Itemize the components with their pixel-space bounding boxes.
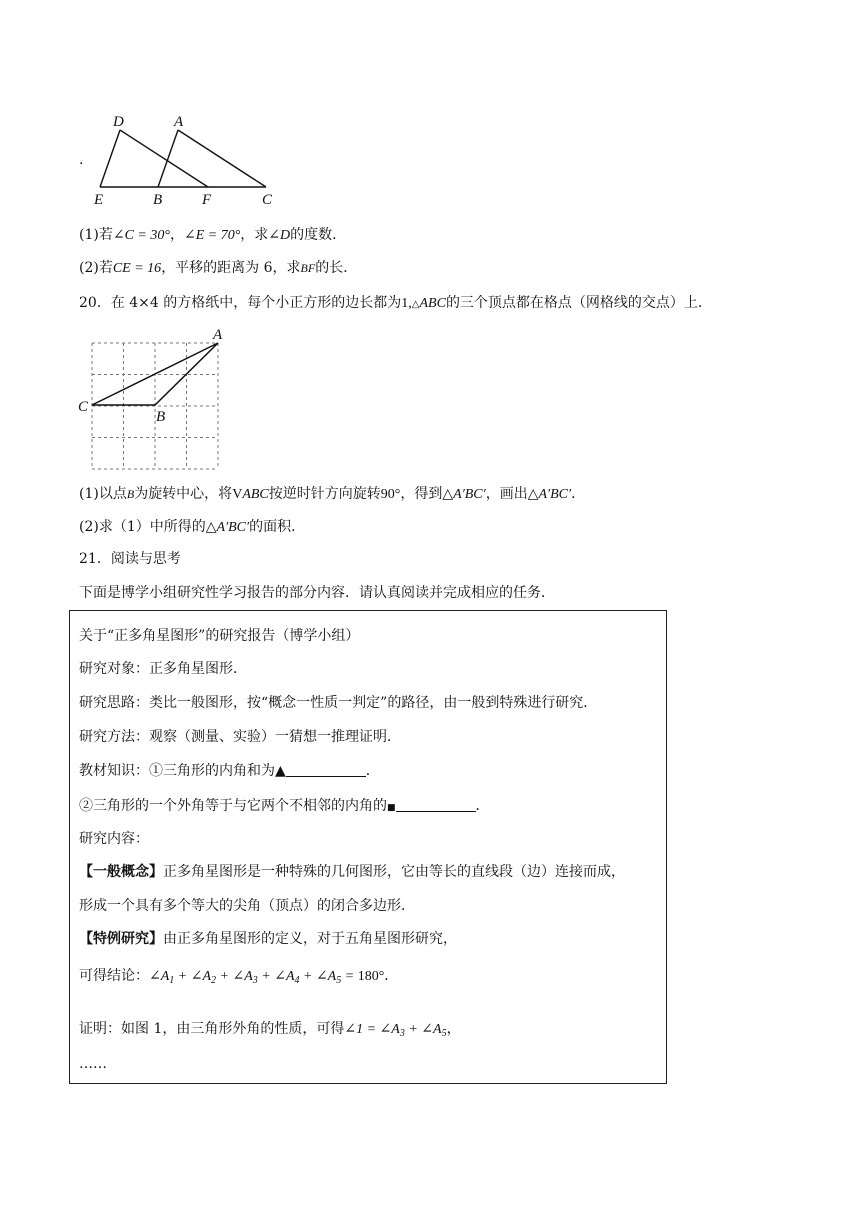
triangle-mark-icon: ▲ — [275, 763, 286, 779]
answer-blank-1[interactable] — [286, 762, 366, 777]
square-mark-icon: ■ — [387, 803, 396, 813]
q21-title: 21．阅读与思考 — [79, 551, 181, 567]
report-proof: 证明：如图 1，由三角形外角的性质，可得∠1 = $\angle A_3$ + $\angle A_5$， — [79, 1021, 461, 1039]
q19-part1: (1)若∠C = 30°，∠E = 70°，求∠D的度数． — [79, 227, 347, 243]
q21-intro: 下面是博学小组研究性学习报告的部分内容．请认真阅读并完成相应的任务． — [79, 585, 555, 601]
q19-translation-figure — [90, 110, 290, 210]
segment-de — [100, 130, 120, 187]
report-ellipsis: …… — [79, 1056, 107, 1072]
q20-part1: (1)以点B为旋转中心，将VABC按逆时针方向旋转90°，得到△A′BC′，画出△A′BC′． — [79, 486, 586, 502]
report-approach: 研究思路：类比一般图形，按“概念一性质一判定”的路径，由一般到特殊进行研究． — [79, 695, 598, 711]
report-knowledge-2: ②三角形的一个外角等于与它两个不相邻的内角的■ ． — [79, 798, 490, 814]
proof-equation: ∠1 = $\angle A_3$ + $\angle A_5$ — [344, 1022, 447, 1039]
report-object: 研究对象：正多角星图形． — [79, 661, 247, 677]
label-e: E — [94, 192, 104, 208]
segment-ac — [178, 130, 266, 187]
label-f: F — [202, 192, 212, 208]
report-general-2: 形成一个具有多个等大的尖角（顶点）的闭合多边形． — [79, 898, 415, 914]
q20-part2: (2)求（1）中所得的△A′BC′的面积． — [79, 519, 306, 535]
grid-label-b: B — [156, 409, 166, 425]
grid-label-a: A — [213, 327, 223, 343]
segment-df — [120, 130, 208, 187]
report-general-1: 【一般概念】正多角星图形是一种特殊的几何图形，它由等长的直线段（边）连接而成， — [79, 864, 625, 880]
report-method: 研究方法：观察（测量、实验）一猜想一推理证明． — [79, 729, 401, 745]
research-report-box — [69, 610, 667, 1084]
conclusion-equation: $\angle A_1$ + $\angle A_2$ + $\angle A_3$ + $\angle A_4$ + $\angle A_5$ = — [149, 969, 358, 986]
report-content-label: 研究内容： — [79, 831, 149, 847]
q19-figure-dot: . — [79, 152, 84, 168]
q20-stem: 20．在 4×4 的方格纸中，每个小正方形的边长都为1,△ABC的三个顶点都在格点（网格线的交点）上． — [79, 295, 712, 311]
report-heading: 关于“正多角星图形”的研究报告（博学小组） — [79, 628, 360, 644]
report-conclusion: 可得结论：$\angle A_1$ + $\angle A_2$ + $\angle A_3$ + $\angle A_4$ + $\angle A_5 = 180^\circ$． — [79, 968, 399, 986]
q19-part2: (2)若CE = 16，平移的距离为 6，求BF的长． — [79, 260, 358, 276]
report-special: 【特例研究】由正多角星图形的定义，对于五角星图形研究， — [79, 931, 457, 947]
label-d: D — [113, 114, 124, 130]
segment-ab — [158, 130, 178, 187]
label-a: A — [174, 114, 184, 130]
report-knowledge-1: 教材知识：①三角形的内角和为▲ ． — [79, 763, 380, 779]
label-b: B — [153, 192, 163, 208]
grid-label-c: C — [78, 399, 89, 415]
label-c: C — [262, 192, 273, 208]
answer-blank-2[interactable] — [396, 797, 476, 812]
q20-grid-figure — [76, 326, 236, 472]
